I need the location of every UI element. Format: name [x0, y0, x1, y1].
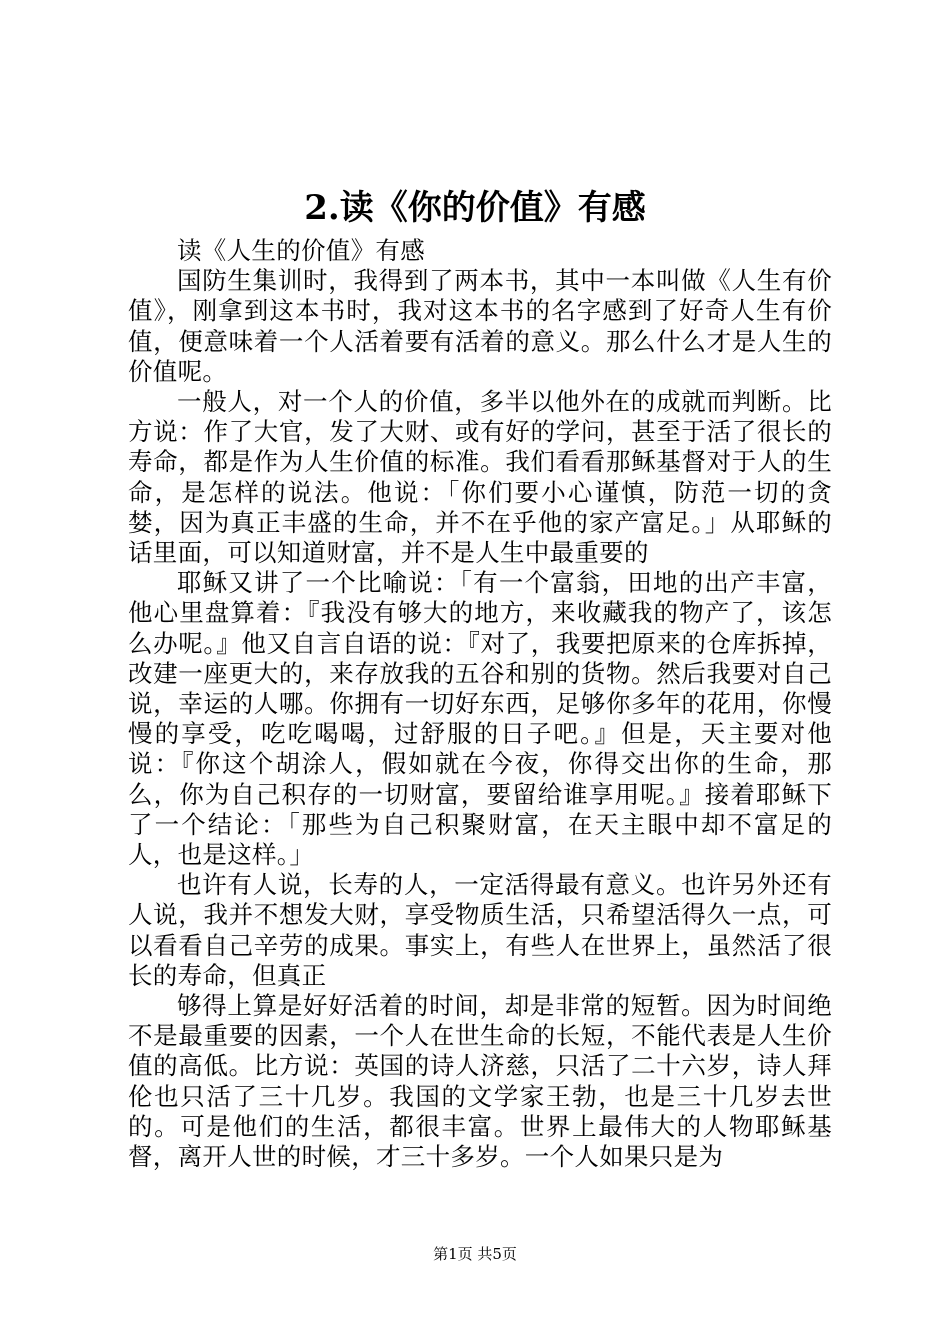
body-paragraph: 国防生集训时，我得到了两本书，其中一本叫做《人生有价值》，刚拿到这本书时，我对这本书的名字感到了好奇人生有价值，便意味着一个人活着要有活着的意义。那么什么才是人生的价值呢。: [128, 266, 832, 386]
page-footer: 第1页 共5页: [433, 1245, 517, 1263]
body-paragraph: 够得上算是好好活着的时间，却是非常的短暂。因为时间绝不是最重要的因素，一个人在世生命的长短，不能代表是人生价值的高低。比方说：英国的诗人济慈，只活了二十六岁，诗人拜伦也只活了三十几岁。我国的文学家王勃，也是三十几岁去世的。可是他们的生活，都很丰富。世界上最伟大的人物耶稣基督，离开人世的时候，才三十多岁。一个人如果只是为: [128, 991, 832, 1172]
body-paragraph: 一般人，对一个人的价值，多半以他外在的成就而判断。比方说：作了大官，发了大财、或有好的学问，甚至于活了很长的寿命，都是作为人生价值的标准。我们看看那稣基督对于人的生命，是怎样的说法。他说：「你们要小心谨慎，防范一切的贪婪，因为真正丰盛的生命，并不在乎他的家产富足。」从耶稣的话里面，可以知道财富，并不是人生中最重要的: [128, 387, 832, 568]
subtitle-paragraph: 读《人生的价值》有感: [177, 236, 425, 265]
document-body: [128, 236, 832, 1172]
body-paragraph: 耶稣又讲了一个比喻说：「有一个富翁，田地的出产丰富，他心里盘算着：『我没有够大的地方，来收藏我的物产了，该怎么办呢。』他又自言自语的说：『对了，我要把原来的仓库拆掉，改建一座更大的，来存放我的五谷和别的货物。然后我要对自己说，幸运的人哪。你拥有一切好东西，足够你多年的花用，你慢慢的享受，吃吃喝喝，过舒服的日子吧。』但是，天主要对他说：『你这个胡涂人，假如就在今夜，你得交出你的生命，那么，你为自己积存的一切财富，要留给谁享用呢。』接着耶稣下了一个结论：「那些为自己积聚财富，在天主眼中却不富足的人，也是这样。」: [128, 568, 832, 870]
document-title: 2.读《你的价值》有感: [304, 188, 646, 228]
body-paragraph: 也许有人说，长寿的人，一定活得最有意义。也许另外还有人说，我并不想发大财，享受物质生活，只希望活得久一点，可以看看自己辛劳的成果。事实上，有些人在世界上，虽然活了很长的寿命，但真正: [128, 870, 832, 990]
